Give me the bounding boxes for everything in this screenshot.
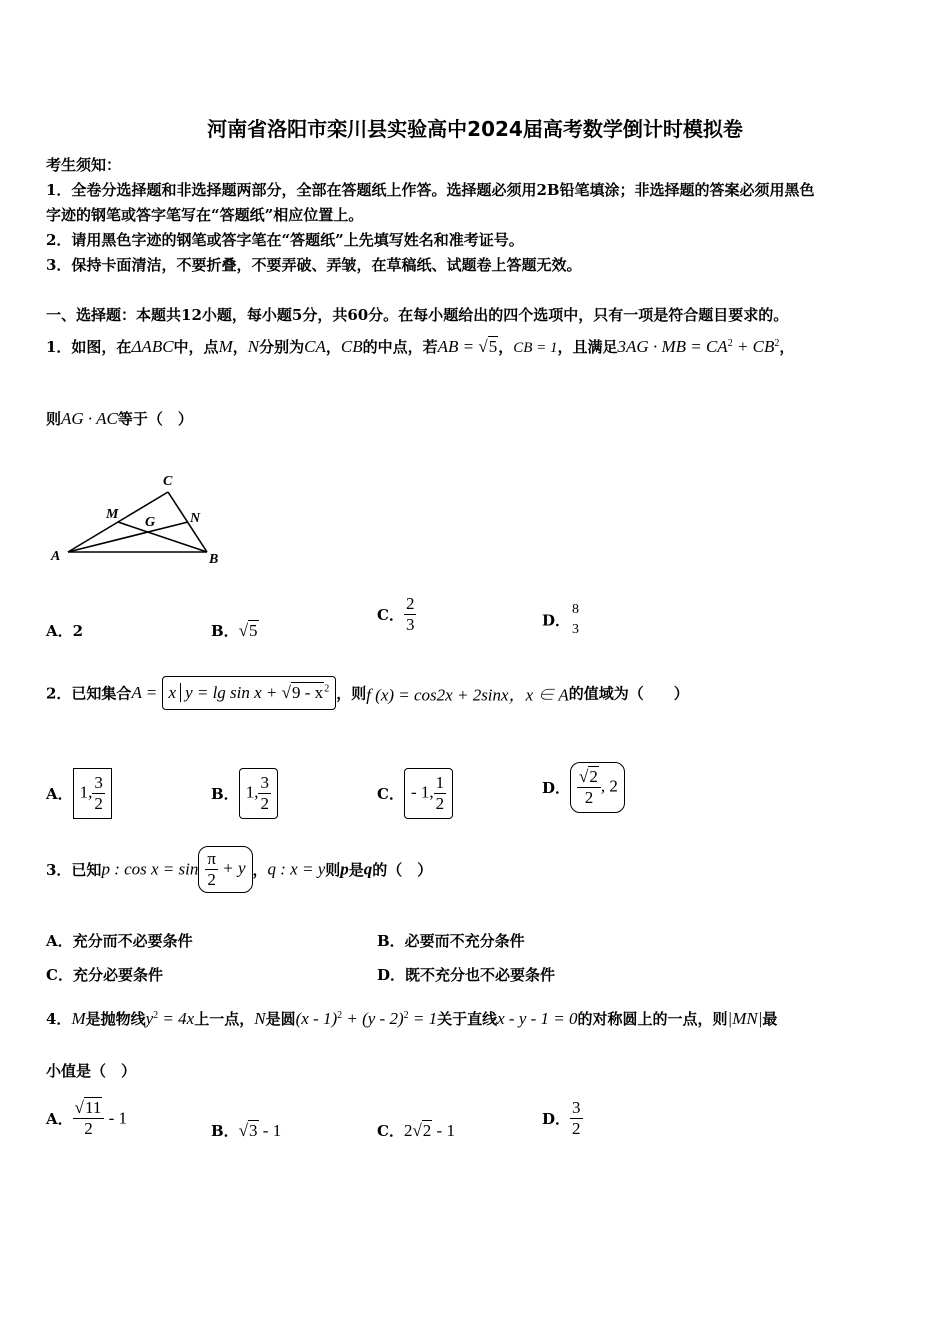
label-c: C (163, 474, 173, 489)
q1-text: 中，点 (173, 338, 219, 356)
q1-text: 则 (46, 410, 62, 428)
q1-text: ， (498, 338, 514, 356)
q1-text: 分别为 (259, 338, 305, 356)
question-4-line-1: 4．M是抛物线$y^2 = 4x$上一点，N是圆(x - 1)$^2$ + (y - 2)$^2$ = 1关于直线x - y - 1 = 0的对称圆上的一点，则|MN|最 (46, 1009, 778, 1028)
label-a: A (51, 549, 61, 564)
q1-option-c (377, 594, 416, 635)
q2-option-d: D． $\frac{√2}{2}$ , 2 (542, 762, 625, 813)
fraction: 8 3 (572, 602, 580, 637)
q3-option-d: D．既不充分也不必要条件 (377, 966, 556, 984)
triangle-figure (40, 466, 240, 576)
notice-line-1b: 字迹的钢笔或答字笔写在“答题纸”相应位置上。 (46, 206, 364, 224)
q1-sup: 2 (727, 338, 733, 349)
question-2 (46, 676, 689, 710)
q1-math: AG · AC (61, 409, 118, 428)
q2-math: f (x) = cos2x + 2sinx，x ∈ A (366, 685, 569, 705)
q2-text: 2．已知集合 (46, 684, 132, 703)
q1-option-a: A．2 (46, 622, 84, 640)
median-an (68, 522, 188, 552)
q1-math: AB = (437, 337, 479, 356)
label-m: M (106, 507, 119, 522)
q1-math: 3AG · MB = CA (617, 337, 728, 356)
q4-option-c: C．2√2 - 1 (377, 1121, 455, 1140)
sqrt: √5 (478, 337, 498, 356)
q1-option-d (542, 600, 581, 640)
q1-text: 的中点，若 (362, 338, 438, 356)
notice-line-3: 3．保持卡面清洁，不要折叠，不要弄破、弄皱，在草稿纸、试题卷上答题无效。 (46, 256, 582, 274)
q3-option-b: B．必要而不充分条件 (377, 932, 525, 950)
q1-text: 等于（ ） (117, 410, 193, 428)
q3-option-c: C．充分必要条件 (46, 966, 163, 984)
q1-math: CB = 1 (513, 340, 558, 356)
q2-text: ，则 (336, 684, 367, 703)
q3-option-a: A．充分而不必要条件 (46, 932, 193, 950)
label-n: N (190, 511, 201, 526)
q1-text: ， (779, 338, 795, 356)
page-title: 河南省洛阳市栾川县实验高中2024届高考数学倒计时模拟卷 (207, 117, 743, 141)
q1-math: M (218, 337, 233, 356)
label-g: G (145, 515, 156, 530)
q4-option-b: B．√3 - 1 (211, 1121, 282, 1140)
option-label: B． (211, 622, 239, 640)
q1-math: CB (340, 337, 363, 356)
question-1-line-1 (46, 336, 794, 357)
q2-math: A = (131, 683, 162, 702)
fraction: $\frac{2}{3}$ (405, 594, 415, 634)
notice-line-1a: 1．全卷分选择题和非选择题两部分，全部在答题纸上作答。选择题必须用2B铅笔填涂；非选择题的答案必须用黑色 (46, 181, 815, 199)
q4-option-a: A． $\frac{√11}{2}$ - 1 (46, 1098, 128, 1138)
notice-heading: 考生须知： (46, 156, 122, 174)
q4-option-d: D． $\frac{3}{2}$ (542, 1098, 581, 1138)
notice-line-2: 2．请用黑色字迹的钢笔或答字笔在“答题纸”上先填写姓名和准考证号。 (46, 231, 524, 249)
q1-math: N (247, 337, 260, 356)
question-1-line-2 (46, 408, 193, 429)
q1-math: ΔABC (131, 337, 174, 356)
q1-text: 1．如图，在 (46, 338, 132, 356)
q1-math: + CB (732, 337, 775, 356)
label-b: B (209, 552, 219, 567)
section-heading: 一、选择题：本题共12小题，每小题5分，共60分。在每小题给出的四个选项中，只有一项是符合题目要求的。 (46, 306, 789, 324)
sqrt: √5 (238, 621, 258, 640)
q1-text: ， (232, 338, 248, 356)
question-3: 3．已知p : cos x = sin $\frac{\pi}{2}$ + y ，q : x = y则p是q的（ ） (46, 846, 432, 893)
q2-option-a: A． 1, $\frac{3}{2}$ (46, 768, 112, 819)
q2-option-b: B． 1, $\frac{3}{2}$ (211, 768, 278, 819)
q2-option-c: C． - 1, $\frac{1}{2}$ (377, 768, 453, 819)
q2-text: 的值域为（ ） (568, 684, 689, 703)
q1-option-b (211, 620, 259, 641)
question-4-line-2: 小值是（ ） (46, 1062, 137, 1080)
option-label: D． (542, 611, 571, 630)
option-label: C． (377, 606, 404, 624)
set-braces: x $y = \lg \sin x + √9 - x^2$ (162, 676, 337, 710)
q1-math: CA (304, 337, 326, 356)
q1-sup: 2 (774, 338, 780, 349)
median-bm (118, 522, 207, 552)
q1-text: ， (325, 338, 341, 356)
q1-text: ，且满足 (557, 338, 618, 356)
